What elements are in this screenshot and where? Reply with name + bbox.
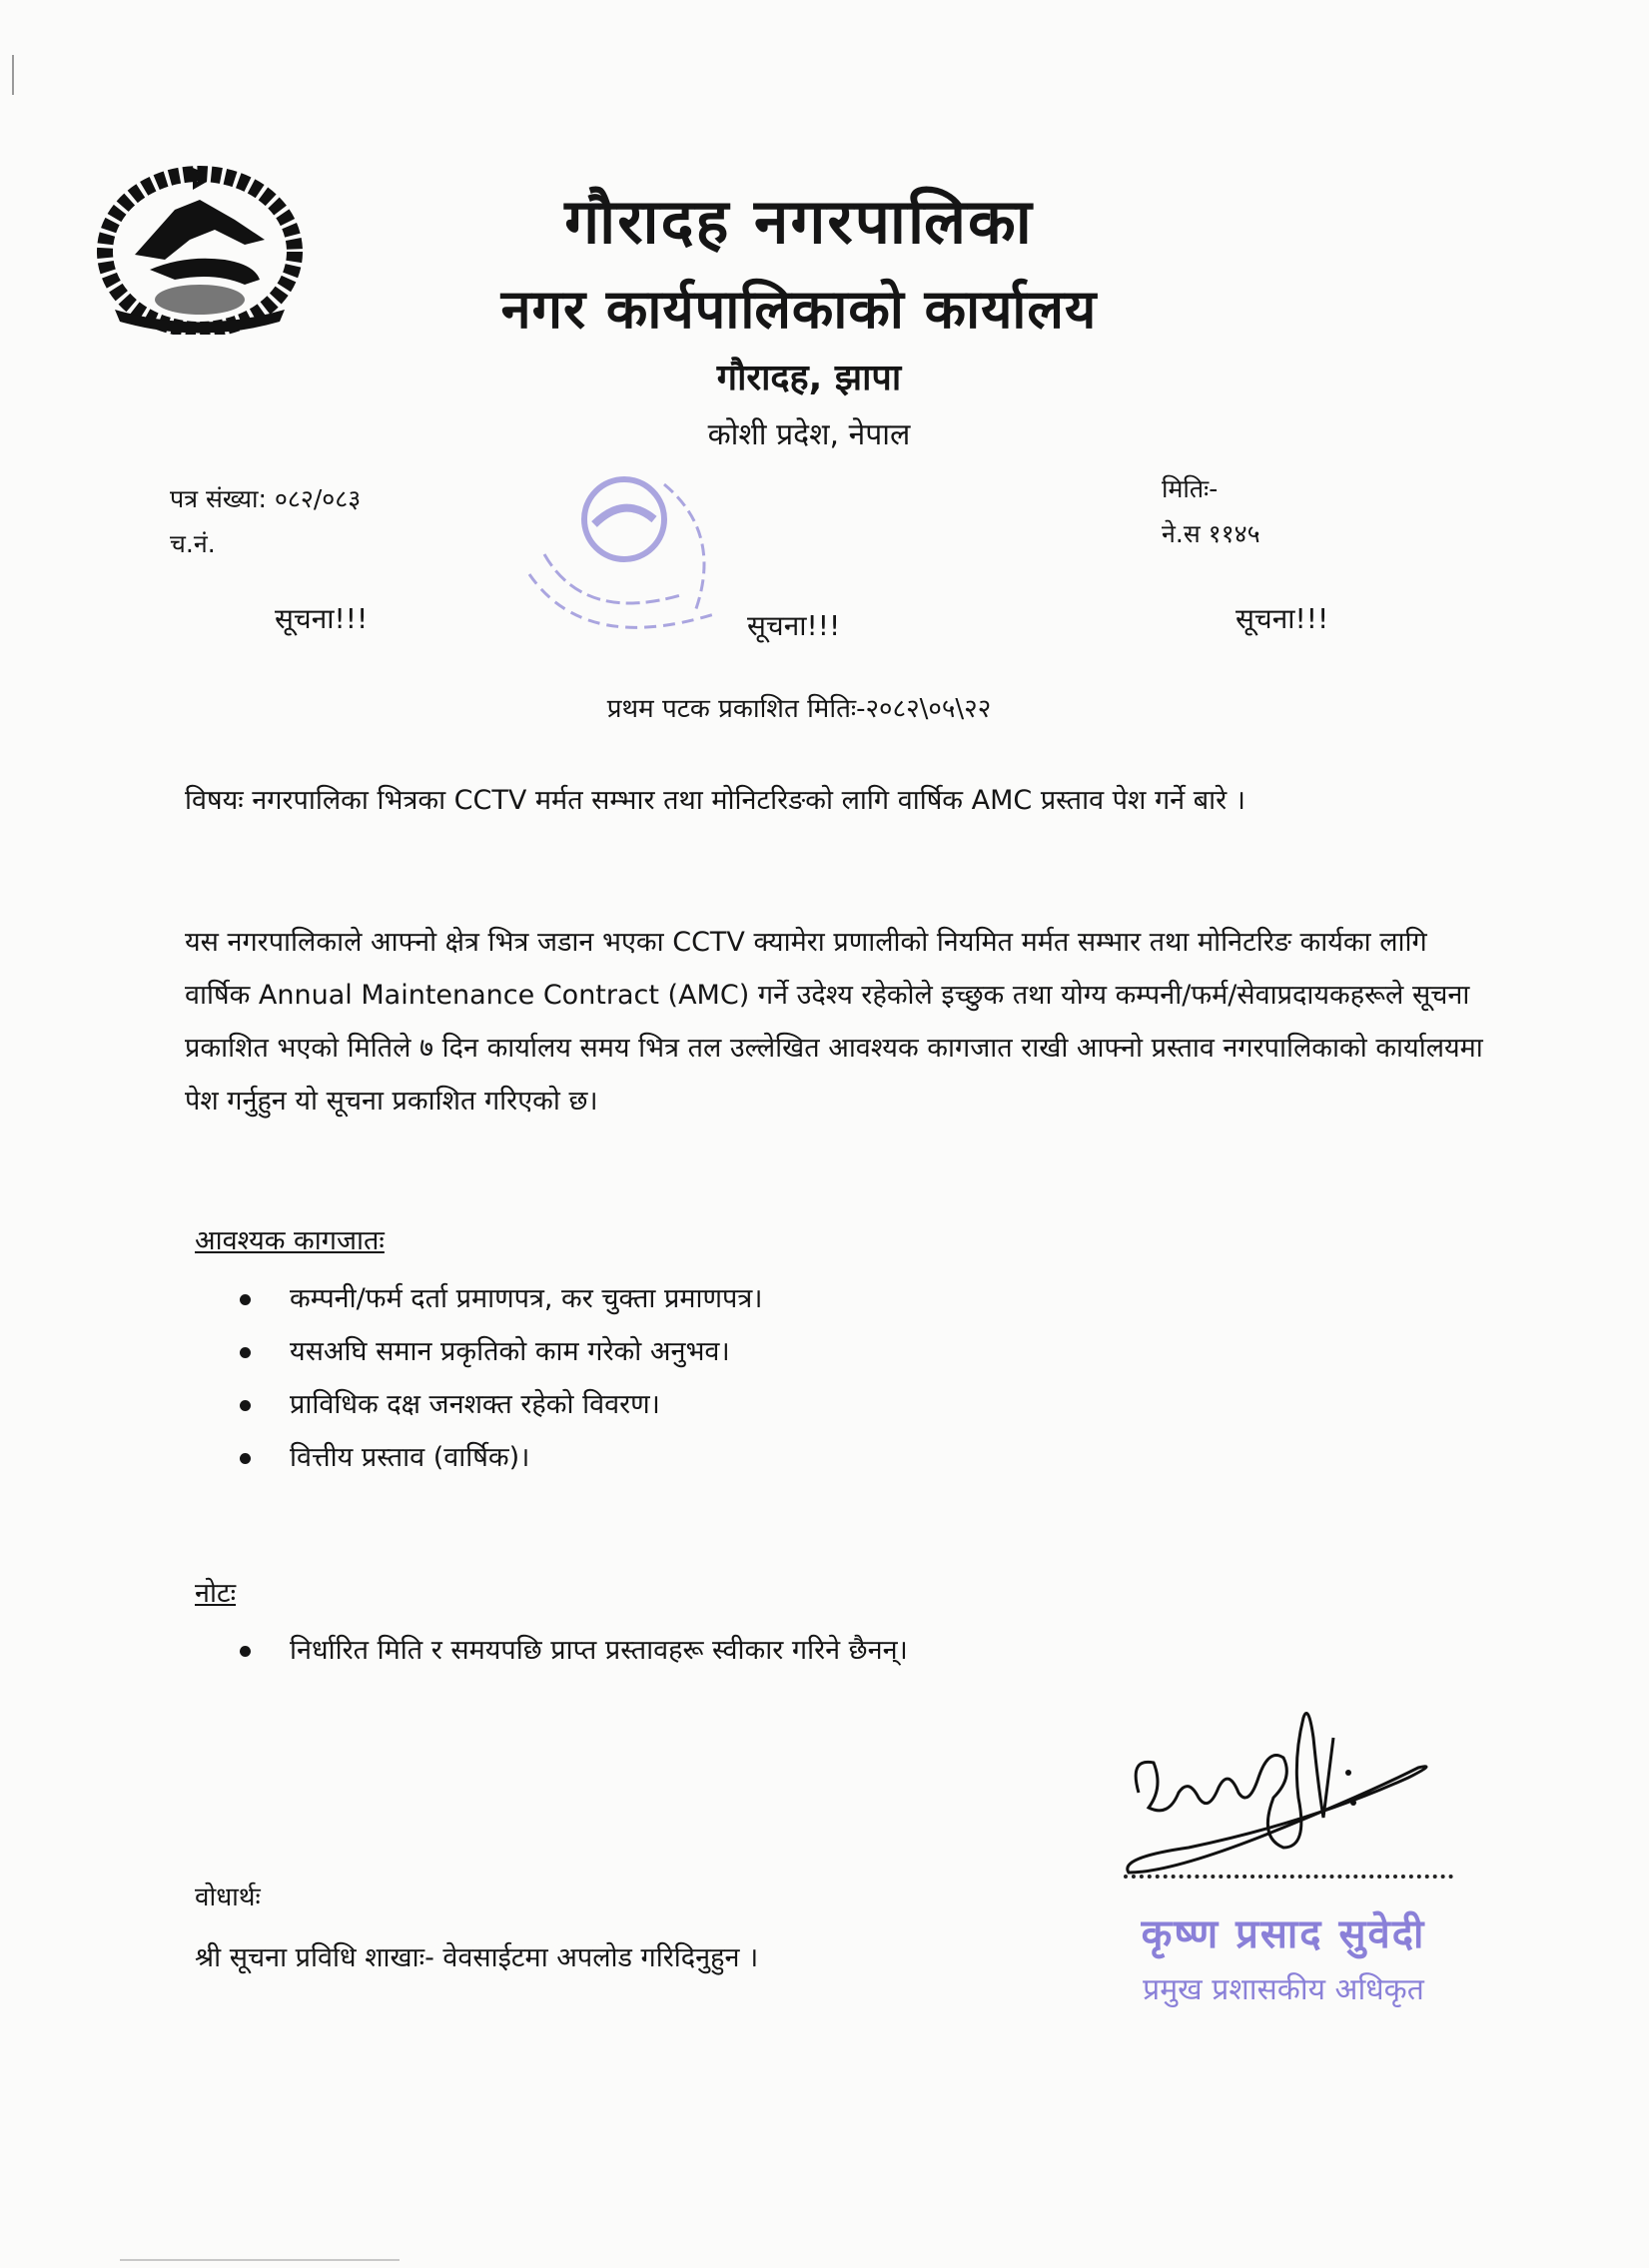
bullet-icon	[240, 1400, 251, 1411]
reference-block	[170, 476, 361, 566]
notice-heading-right: सूचना!!!	[1236, 602, 1329, 635]
dispatch-number: च.नं.	[170, 529, 216, 558]
scan-bottom-mark	[120, 2259, 400, 2261]
bullet-icon	[240, 1347, 251, 1358]
body-paragraph: यस नगरपालिकाले आफ्नो क्षेत्र भित्र जडान भएका CCTV क्यामेरा प्रणालीको नियमित मर्मत सम्भार तथा मोनिटरिङ कार्यका लागि वार्षिक Annual Maintenance Contract (AMC) गर्ने उदेश्य रहेकोले इच्छुक तथा योग्य कम्पनी/फर्म/सेवाप्रदायकहरूले सूचना प्रकाशित भएको मितिले ७ दिन कार्यालय समय भित्र तल उल्लेखित आवश्यक कागजात राखी आफ्नो प्रस्ताव नगरपालिकाको कार्यालयमा पेश गर्नुहुन यो सूचना प्रकाशित गरिएको छ।	[185, 927, 1483, 1117]
notice-heading-left: सूचना!!!	[275, 602, 369, 635]
signatory-title: प्रमुख प्रशासकीय अधिकृत	[1143, 1972, 1424, 2007]
nepal-emblem-icon	[95, 160, 305, 335]
list-item	[240, 1272, 762, 1325]
list-item-text: यसअघि समान प्रकृतिको काम गरेको अनुभव।	[290, 1336, 730, 1367]
list-item-text: कम्पनी/फर्म दर्ता प्रमाणपत्र, कर चुक्ता प्रमाणपत्र।	[290, 1283, 763, 1314]
office-title: नगर कार्यपालिकाको कार्यालय	[500, 278, 1098, 341]
municipality-title: गौरादह नगरपालिका	[564, 185, 1034, 258]
note-heading: नोटः	[195, 1578, 237, 1609]
office-seal-stamp	[524, 464, 744, 654]
scan-edge-mark	[12, 55, 14, 95]
bullet-icon	[240, 1294, 251, 1305]
list-item	[240, 1431, 762, 1484]
list-item	[240, 1378, 762, 1431]
list-item-text: वित्तीय प्रस्ताव (वार्षिक)।	[290, 1442, 530, 1473]
bullet-icon	[240, 1453, 251, 1464]
nepal-sambat-year: ने.स ११४५	[1162, 519, 1260, 548]
list-item-text: प्राविधिक दक्ष जनशक्त रहेको विवरण।	[290, 1389, 660, 1420]
signature-dotted-line	[1124, 1875, 1453, 1879]
cc-recipient: श्री सूचना प्रविधि शाखाः- वेवसाईटमा अपलोड गरिदिनुहुन ।	[195, 1942, 759, 1973]
date-block	[1162, 466, 1260, 556]
list-item	[240, 1325, 762, 1378]
bullet-icon	[240, 1646, 251, 1657]
cc-heading: वोधार्थः	[195, 1883, 261, 1912]
required-documents-list	[240, 1272, 762, 1484]
list-item-text: निर्धारित मिति र समयपछि प्राप्त प्रस्तावहरू स्वीकार गरिने छैनन्।	[290, 1635, 908, 1666]
notice-heading-center: सूचना!!!	[747, 609, 841, 642]
required-documents-heading: आवश्यक कागजातः	[195, 1225, 385, 1256]
date-label: मितिः-	[1162, 474, 1219, 503]
handwritten-signature	[1109, 1698, 1508, 1888]
published-date: प्रथम पटक प्रकाशित मितिः-२०८२\०५\२२	[606, 694, 992, 724]
list-item	[240, 1624, 908, 1677]
note-list	[240, 1624, 908, 1677]
address-line-1: गौरादह, झापा	[716, 358, 902, 398]
signatory-name: कृष्ण प्रसाद सुवेदी	[1141, 1911, 1426, 1957]
letter-number: पत्र संख्या: ०८२/०८३	[170, 484, 362, 513]
subject-line: विषयः नगरपालिका भित्रका CCTV मर्मत सम्भार तथा मोनिटरिङको लागि वार्षिक AMC प्रस्ताव पेश गर्ने बारे ।	[185, 785, 1245, 816]
address-line-2: कोशी प्रदेश, नेपाल	[707, 417, 911, 452]
